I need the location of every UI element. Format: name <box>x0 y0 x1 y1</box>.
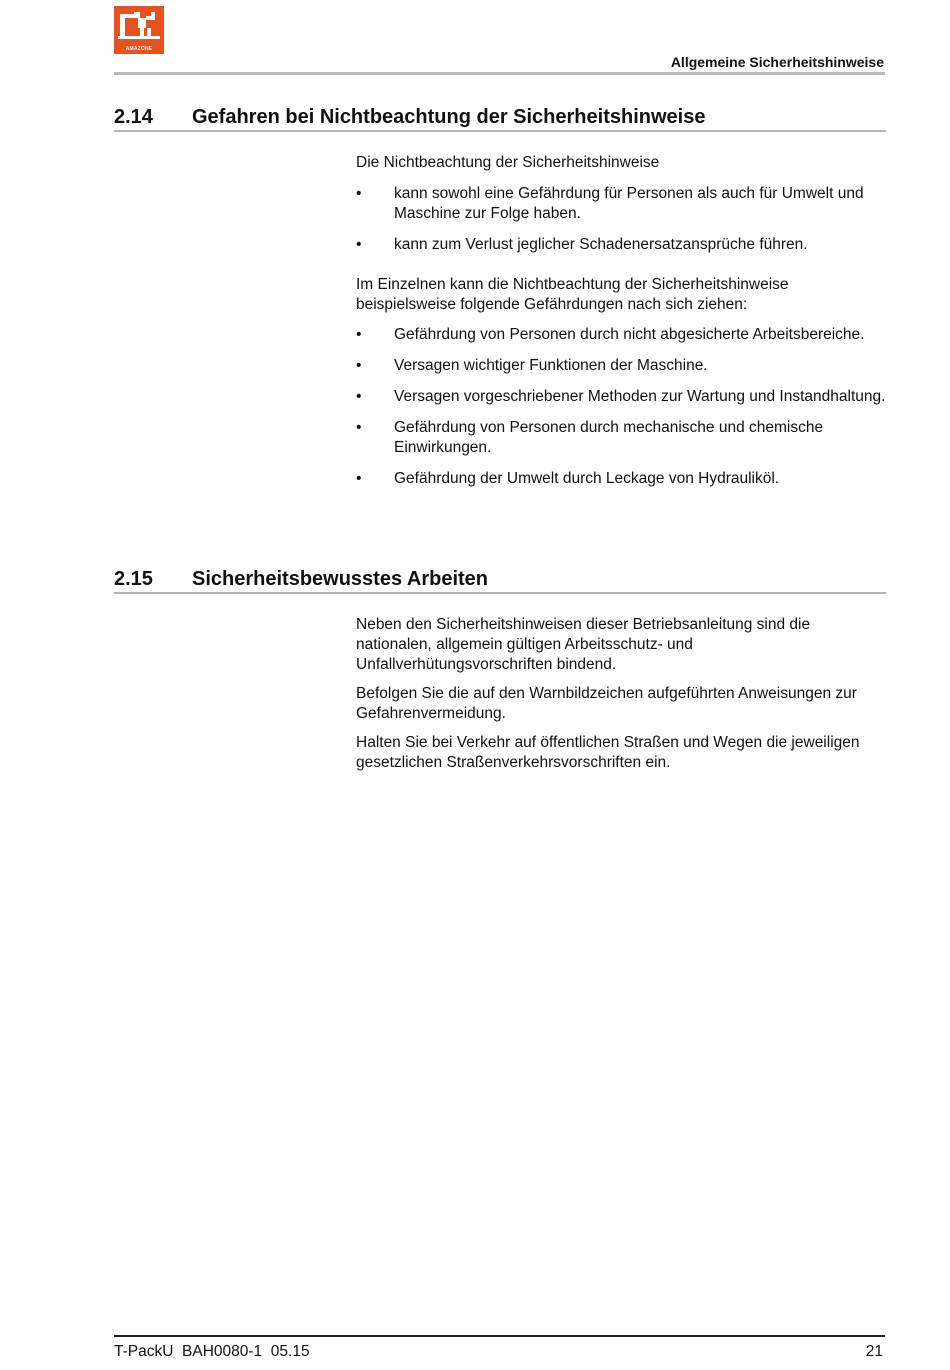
list-item: • Gefährdung der Umwelt durch Leckage von Hydrauliköl. <box>356 470 780 487</box>
body-paragraph: Neben den Sicherheitshinweisen dieser Betriebsanleitung sind die nationalen, allgemein gültigen Arbeitsschutz- und Unfallverhütungsvorschriften bindend. <box>356 616 811 673</box>
list-item: • Gefährdung von Personen durch mechanische und chemische Einwirkungen. <box>356 419 824 456</box>
list-item: • kann zum Verlust jeglicher Schadenersatzansprüche führen. <box>356 236 808 253</box>
section-number: 2.14 <box>114 106 153 128</box>
bullet-icon: • <box>356 419 362 436</box>
body-paragraph: Befolgen Sie die auf den Warnbildzeichen aufgeführten Anweisungen zur Gefahrenvermeidung. <box>356 685 857 722</box>
bullet-icon: • <box>356 326 362 343</box>
section-number: 2.15 <box>114 568 153 590</box>
list-item: • Gefährdung von Personen durch nicht abgesicherte Arbeitsbereiche. <box>356 326 865 343</box>
bullet-icon: • <box>356 357 362 374</box>
section-divider <box>114 592 886 594</box>
bullet-icon: • <box>356 470 362 487</box>
section-2-14-body <box>356 153 886 489</box>
page-number: 21 <box>865 1343 883 1360</box>
list-item: • Versagen wichtiger Funktionen der Maschine. <box>356 357 708 374</box>
list-item: • Versagen vorgeschriebener Methoden zur Wartung und Instandhaltung. <box>356 388 886 405</box>
running-header: Allgemeine Sicherheitshinweise <box>670 54 884 70</box>
list-item: • kann sowohl eine Gefährdung für Personen als auch für Umwelt und Maschine zur Folge haben. <box>356 185 864 222</box>
amazone-logo <box>114 6 164 54</box>
section-title: Sicherheitsbewusstes Arbeiten <box>192 568 489 590</box>
section-title: Gefahren bei Nichtbeachtung der Sicherheitshinweise <box>192 106 706 128</box>
header-divider <box>114 72 885 75</box>
intro-paragraph: Die Nichtbeachtung der Sicherheitshinweise <box>356 154 660 171</box>
section-2-15-body <box>356 615 886 773</box>
logo-text: AMAZONE <box>125 46 153 52</box>
bullet-icon: • <box>356 388 362 405</box>
hazard-list <box>356 325 886 489</box>
detail-paragraph: Im Einzelnen kann die Nichtbeachtung der Sicherheitshinweise beispielsweise folgende Gefährdungen nach sich ziehen: <box>356 276 789 313</box>
sower-figure-icon <box>114 6 164 46</box>
document-info: T-PackU BAH0080-1 05.15 <box>114 1343 310 1360</box>
section-divider <box>114 130 886 132</box>
body-paragraph: Halten Sie bei Verkehr auf öffentlichen Straßen und Wegen die jeweiligen gesetzlichen Straßenverkehrsvorschriften ein. <box>356 734 860 771</box>
footer-divider <box>114 1335 885 1337</box>
bullet-icon: • <box>356 236 362 253</box>
bullet-icon: • <box>356 185 362 202</box>
consequence-list <box>356 184 886 255</box>
